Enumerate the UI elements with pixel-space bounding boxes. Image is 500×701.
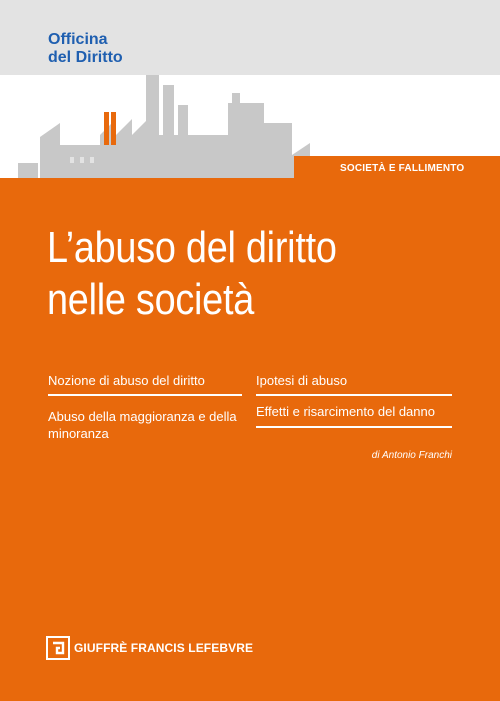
series-logo bbox=[48, 31, 123, 67]
title-line1: L’abuso del diritto bbox=[47, 223, 337, 272]
top-band bbox=[0, 0, 500, 75]
title-line2: nelle società bbox=[47, 275, 255, 324]
category-label: SOCIETÀ E FALLIMENTO bbox=[340, 163, 465, 174]
topic-divider bbox=[256, 394, 452, 396]
publisher-logo-icon bbox=[46, 636, 70, 660]
book-title bbox=[47, 222, 337, 326]
topic-item: Abuso della maggioranza e della minoranza bbox=[48, 409, 237, 441]
topic-divider bbox=[48, 394, 242, 396]
topic-divider bbox=[256, 426, 452, 428]
series-name-line1: Officina bbox=[48, 31, 108, 48]
topic-item: Ipotesi di abuso bbox=[256, 373, 348, 388]
series-name-line2: del Diritto bbox=[48, 49, 123, 66]
topic-item: Nozione di abuso del diritto bbox=[48, 373, 205, 388]
author-credit: di Antonio Franchi bbox=[371, 450, 452, 461]
topic-item: Effetti e risarcimento del danno bbox=[256, 404, 435, 419]
publisher-name: GIUFFRÈ FRANCIS LEFEBVRE bbox=[74, 641, 254, 655]
